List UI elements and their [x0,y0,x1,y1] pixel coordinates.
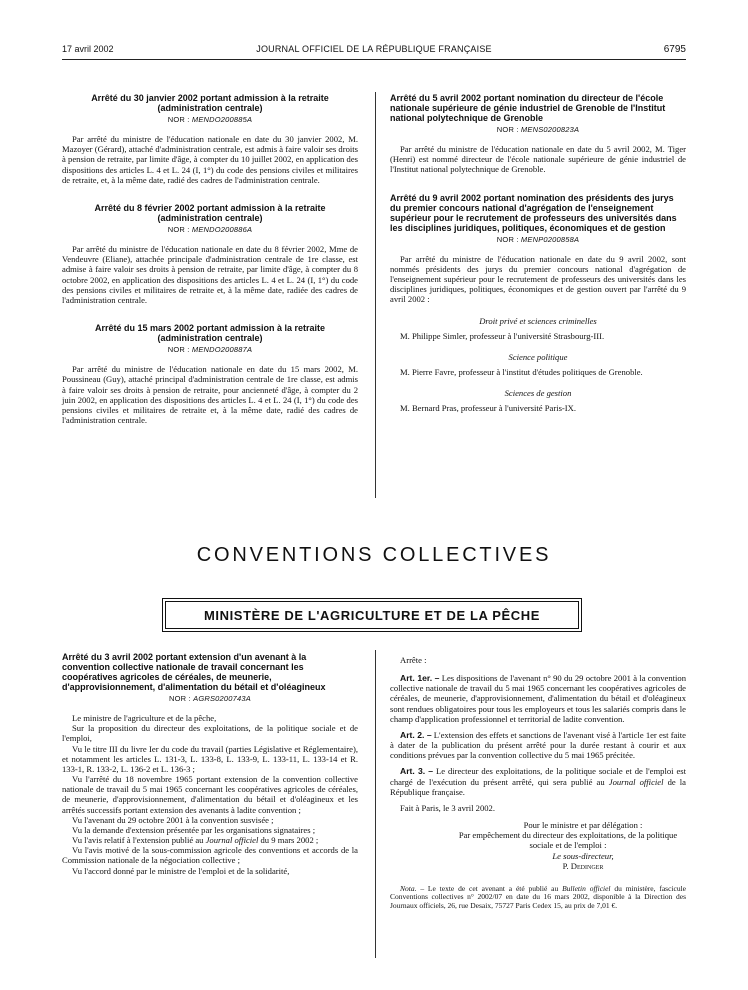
visa-paragraph: Vu l'avis motivé de la sous-commission agricole des conventions et accords de la Commission nationale de la négociation collective ; [62,845,358,866]
nor-reference: NOR : MENDO200887A [167,345,253,355]
article-3: Art. 3. – Le directeur des exploitations, de la politique sociale et de l'emploi est chargé de l'exécution du présent arrêté, qui sera publié au Journal officiel de la République française. [390,766,686,797]
column-divider-top [375,92,376,498]
visa-paragraph: Le ministre de l'agriculture et de la pêche, [72,713,217,724]
decree-9-avril [390,193,686,414]
visa-paragraph: Vu l'arrêté du 18 novembre 1965 portant extension de la convention collective nationale de travail du 5 mai 1965 concernant les coopératives agricoles de céréales, de meunerie, d'approvisionnement, d'alimentation du bétail et d'oléagineux et les arrêtés successifs portant extension des avenants à ladite convention ; [62,774,358,815]
bottom-left-column [62,652,358,876]
nor-reference: NOR : MENDO200886A [167,224,253,234]
decree-8-fevrier [62,203,358,305]
running-header [62,44,686,58]
decree-body: Par arrêté du ministre de l'éducation nationale en date du 15 mars 2002, M. Poussineau (Guy), attaché principal d'administration centrale de 1re classe, est admis à faire valoir ses droits à pension de retraite, pour ancienneté d'âge, à compter du 2 juin 2002, en application des dispositions des articles L. 4 et L. 24 (I, 1°) du code des pensions civiles et militaires de retraite et, à la même date, radié des cadres de l'administration centrale. [62,364,358,425]
visa-paragraph: Vu l'avenant du 29 octobre 2001 à la convention susvisée ; [72,814,274,825]
article-1: Art. 1er. – Les dispositions de l'avenant n° 90 du 29 octobre 2001 à la convention collective nationale de travail du 5 mai 1965 concernant les coopératives agricoles de céréales, de meunerie, d'approvisionnement, d'alimentation du bétail et d'oléagineux sont rendues obligatoires pour tous les employeurs et tous les salariés compris dans le champ d'application professionnel et territorial de ladite convention. [390,673,686,724]
signature-line: Pour le ministre et par délégation : [523,820,643,831]
arrete-label: Arrête : [400,655,427,665]
decree-title: Arrêté du 3 avril 2002 portant extension d'un avenant à la convention collective nationale de travail concernant les coopératives agricoles de céréales, de meunerie, d'approvisionnement, d'alimentation du bétail et d'oléagineux [62,652,326,692]
decree-30-janvier [62,93,358,185]
section-heading: Science politique [508,351,568,362]
nor-reference: NOR : MENP0200858A [496,234,580,244]
decree-title: Arrêté du 30 janvier 2002 portant admission à la retraite (administration centrale) [91,93,329,113]
signatory-title: Le sous-directeur, [552,850,614,861]
nor-reference: NOR : AGRS0200743A [169,694,251,703]
jury-president: M. Bernard Pras, professeur à l'université Paris-IX. [400,403,577,414]
decree-title: Arrêté du 9 avril 2002 portant nomination des présidents des jurys du premier concours national d'agrégation de l'enseignement supérieur pour le recrutement de professeurs des universités dans les disciplines juridiques, politiques, économiques et de gestion [390,192,677,233]
header-rule [62,59,686,60]
decree-15-mars [62,323,358,425]
section-heading: Droit privé et sciences criminelles [479,315,597,326]
page-number: 6795 [663,44,686,55]
nor-reference: NOR : MENS0200823A [496,125,580,134]
visa-paragraph: Vu l'accord donné par le ministre de l'emploi et de la solidarité, [72,865,290,876]
column-divider-bottom [375,650,376,958]
decree-title: Arrêté du 8 février 2002 portant admission à la retraite (administration centrale) [94,202,326,223]
top-right-column [390,93,686,432]
bottom-right-column [390,655,686,911]
top-left-column [62,93,358,443]
nor-reference: NOR : MENDO200885A [167,115,253,124]
section-heading: Sciences de gestion [504,388,572,399]
decree-body: Par arrêté du ministre de l'éducation nationale en date du 9 avril 2002, sont nommés présidents des jurys du premier concours national d'agrégation de l'enseignement supérieur pour le recrutement de professeurs des universités dans les disciplines juridiques, politiques, économiques et de gestion ouvert par l'arrêté du 9 avril 2002 : [390,253,686,305]
section-title: CONVENTIONS COLLECTIVES [196,544,552,566]
jury-president: M. Philippe Simler, professeur à l'université Strasbourg-III. [400,330,605,341]
decree-title: Arrêté du 5 avril 2002 portant nomination du directeur de l'école nationale supérieure de génie industriel de Grenoble de l'Institut national polytechnique de Grenoble [390,93,666,123]
decree-body: Par arrêté du ministre de l'éducation nationale en date du 30 janvier 2002, M. Mazoyer (Gérard), attaché d'administration centrale, est admis à faire valoir ses droits à pension de retraite, par limite d'âge, à compter du 10 juillet 2002, en application des dispositions des articles L. 4 et L. 24 (I, 1°) du code des pensions civiles et militaires de retraite, et, à la même date, radié des cadres de l'administration centrale. [62,134,358,185]
visa-paragraph: Vu le titre III du livre Ier du code du travail (parties Législative et Réglementaire), et notamment les articles L. 131-3, L. 133-8, L. 133-9, L. 133-11, L. 133-14 et R. 133-1, R. 133-2, L. 136-2 et L. 136-3 ; [62,743,358,774]
signature-line: Par empêchement du directeur des exploitations, de la politique sociale et de l'emploi : [458,830,678,851]
decree-body: Par arrêté du ministre de l'éducation nationale en date du 5 avril 2002, M. Tiger (Henri) est nommé directeur de l'école nationale supérieure de génie industriel de l'Institut national polytechnique de Grenoble. [390,144,686,175]
article-2: Art. 2. – L'extension des effets et sanctions de l'avenant visé à l'article 1er est faite à dater de la publication du présent arrêté pour la durée restant à courir et aux conditions prévues par la convention collective du 5 mai 1965 précitée. [390,729,686,761]
journal-title: JOURNAL OFFICIEL DE LA RÉPUBLIQUE FRANÇAISE [256,44,492,54]
decree-5-avril [390,93,686,175]
decree-title: Arrêté du 15 mars 2002 portant admission à la retraite (administration centrale) [94,323,326,344]
visa-paragraph: Vu la demande d'extension présentée par les organisations signataires ; [72,824,316,835]
signature-date: Fait à Paris, le 3 avril 2002. [400,802,495,813]
decree-body: Par arrêté du ministre de l'éducation nationale en date du 8 février 2002, Mme de Vendeuvre (Eliane), attachée principale d'administration centrale de 1re classe, est admise à faire valoir ses droits à pension de retraite, par limite d'âge, à compter du 8 octobre 2002, en application des dispositions des articles L. 4 et L. 24 (I, 1°) du code des pensions civiles et militaires de retraite et, à la même date, radiée des cadres de l'administration centrale. [62,244,358,305]
ministry-banner: MINISTÈRE DE L'AGRICULTURE ET DE LA PÊCHE [165,601,579,629]
visa-paragraph: Sur la proposition du directeur des exploitations, de la politique sociale et de l'emploi, [62,723,358,744]
jury-president: M. Pierre Favre, professeur à l'institut d'études politiques de Grenoble. [400,367,643,378]
issue-date: 17 avril 2002 [62,44,114,54]
signatory-name: P. Dedinger [562,860,604,871]
editorial-note: Nota. – Le texte de cet avenant a été publié au Bulletin officiel du ministère, fascicule Conventions collectives n° 2002/07 en date du 16 mars 2002, disponible à la Direction des Journaux officiels, 26, rue Desaix, 75727 Paris Cedex 15, au prix de 7,01 €. [390,883,686,910]
visa-paragraph: Vu l'avis relatif à l'extension publié au Journal officiel du 9 mars 2002 ; [72,835,319,846]
